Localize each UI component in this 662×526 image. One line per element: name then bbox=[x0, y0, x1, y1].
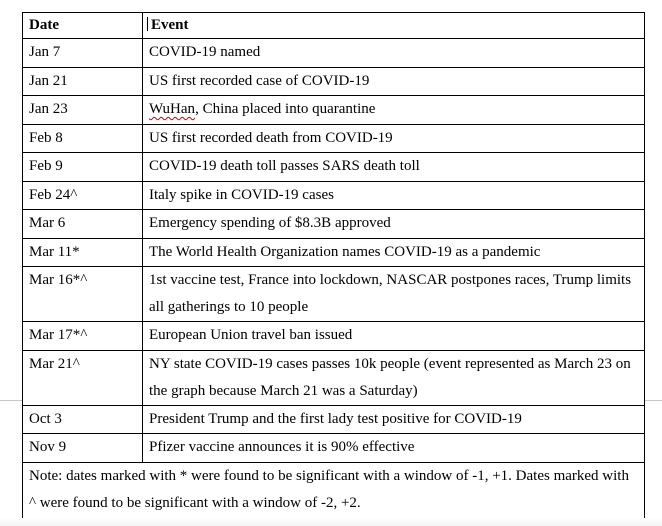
date-cell: Mar 6 bbox=[23, 210, 143, 239]
date-cell: Oct 3 bbox=[23, 405, 143, 434]
table-row bbox=[23, 153, 645, 182]
table-row bbox=[23, 181, 645, 210]
event-cell: US first recorded death from COVID-19 bbox=[143, 124, 645, 153]
background-rule-left bbox=[0, 400, 22, 401]
date-cell: Nov 9 bbox=[23, 434, 143, 463]
table-row bbox=[23, 405, 645, 434]
event-cell: 1st vaccine test, France into lockdown, NASCAR postpones races, Trump limits all gatherings to 10 people bbox=[143, 267, 645, 322]
background-rule-right bbox=[644, 400, 662, 401]
table-row bbox=[23, 39, 645, 68]
event-header-label: Event bbox=[151, 17, 189, 33]
date-cell: Mar 17*^ bbox=[23, 322, 143, 351]
date-cell: Feb 8 bbox=[23, 124, 143, 153]
table-row bbox=[23, 238, 645, 267]
table-row bbox=[23, 434, 645, 463]
note-row bbox=[23, 462, 645, 518]
date-column-header bbox=[23, 13, 143, 39]
page-bottom-edge bbox=[0, 518, 662, 526]
events-table bbox=[22, 12, 645, 519]
event-cell: COVID-19 named bbox=[143, 39, 645, 68]
event-column-header bbox=[143, 13, 645, 39]
spellcheck-flagged-word[interactable]: WuHan bbox=[149, 101, 196, 117]
date-cell: Jan 23 bbox=[23, 96, 143, 125]
table-row bbox=[23, 67, 645, 96]
event-cell: US first recorded case of COVID-19 bbox=[143, 67, 645, 96]
table-note: Note: dates marked with * were found to be significant with a window of -1, +1. Dates marked with ^ were found to be significant with a window of -2, +2. bbox=[23, 462, 645, 518]
event-cell-text: , China placed into quarantine bbox=[195, 101, 376, 117]
event-cell: Italy spike in COVID-19 cases bbox=[143, 181, 645, 210]
table-row bbox=[23, 124, 645, 153]
event-cell: The World Health Organization names COVID-19 as a pandemic bbox=[143, 238, 645, 267]
date-cell: Feb 9 bbox=[23, 153, 143, 182]
event-cell: COVID-19 death toll passes SARS death toll bbox=[143, 153, 645, 182]
date-cell: Mar 11* bbox=[23, 238, 143, 267]
event-cell: Pfizer vaccine announces it is 90% effective bbox=[143, 434, 645, 463]
event-cell: Emergency spending of $8.3B approved bbox=[143, 210, 645, 239]
date-header-label: Date bbox=[29, 17, 59, 33]
date-cell: Mar 21^ bbox=[23, 350, 143, 405]
date-cell: Jan 7 bbox=[23, 39, 143, 68]
table-row bbox=[23, 96, 645, 125]
date-cell: Mar 16*^ bbox=[23, 267, 143, 322]
table-header-row bbox=[23, 13, 645, 39]
date-cell: Feb 24^ bbox=[23, 181, 143, 210]
text-cursor-icon bbox=[147, 17, 148, 31]
event-cell: NY state COVID-19 cases passes 10k people (event represented as March 23 on the graph because March 21 was a Saturday) bbox=[143, 350, 645, 405]
date-cell: Jan 21 bbox=[23, 67, 143, 96]
event-cell: President Trump and the first lady test positive for COVID-19 bbox=[143, 405, 645, 434]
table-row bbox=[23, 267, 645, 322]
table-row bbox=[23, 322, 645, 351]
event-cell: European Union travel ban issued bbox=[143, 322, 645, 351]
table-row bbox=[23, 350, 645, 405]
event-cell bbox=[143, 96, 645, 125]
table-row bbox=[23, 210, 645, 239]
